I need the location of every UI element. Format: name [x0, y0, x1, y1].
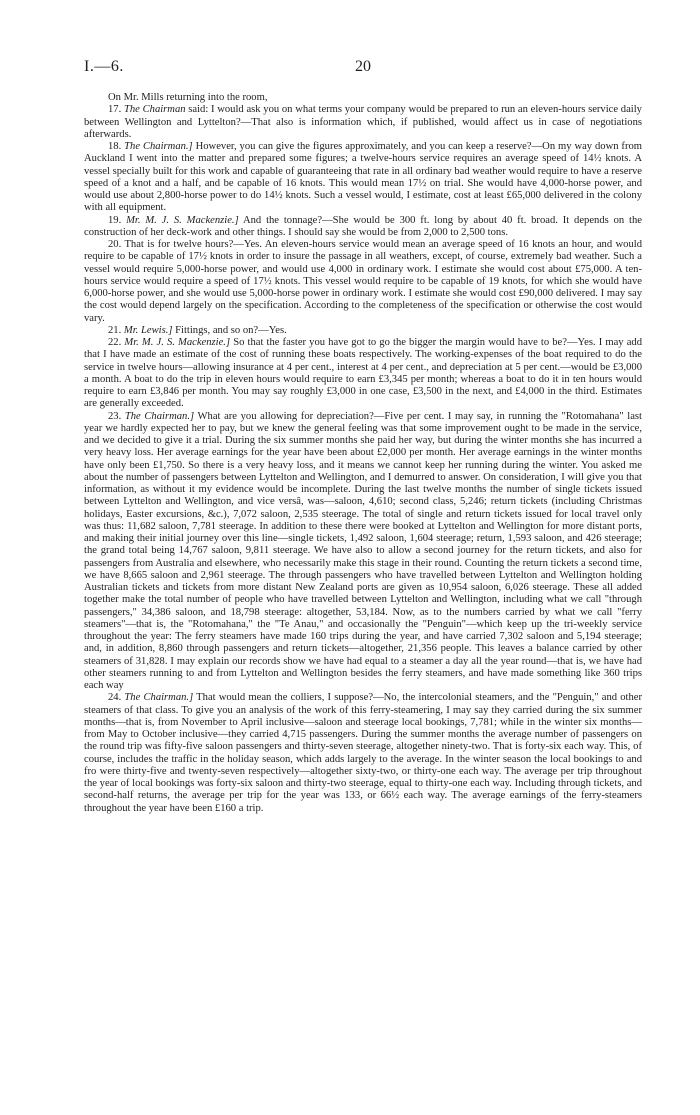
- speaker: Mr. M. J. S. Mackenzie.]: [126, 214, 239, 226]
- paragraph-text: However, you can give the figures approximately, and you can keep a reserve?—On my way down from Auckland I went into the matter and prepared some figures; a twelve-hours service requires an average speed of 14½ knots. A vessel specially built for this work and capable of guaranteeing that rate in all ordinary bad weather would require to have a reserve speed of a knot and a half, and be capable of 16 knots. This would mean 17½ on trial. She would have 4,000-horse power, and would use about 2,800-horse power to do 14½ knots. Such a vessel would, I estimate, cost at least £65,000 delivered in the colony with all equipment.: [84, 141, 643, 214]
- speaker: Mr. Lewis.]: [123, 324, 173, 336]
- paragraph: [84, 239, 642, 325]
- speaker: The Chairman.]: [124, 410, 195, 422]
- question-number: 19.: [108, 214, 122, 226]
- question-number: 21.: [108, 324, 122, 336]
- paragraph-text: That would mean the colliers, I suppose?—No, the intercolonial steamers, and the "Penguin," and other steamers of that class. To give you an analysis of the work of this ferry-steamering, I may say they carried during the six summer months—that is, from November to April inclusive—saloon and steerage local bookings, 7,781; while in the winter six months—from May to October inclusive—they carried 4,715 passengers. During the summer months the average number of passengers on the round trip was fifty-five saloon passengers and thirty-seven steerage, altogether ninety-two. That is forty-six each way. This, of course, includes the traffic in the holiday season, which adds largely to the average. In the winter season the local bookings to and fro were thirty-five and twenty-seven respectively—altogether sixty-two, or thirty-one each way. The average per trip throughout the year of local bookings was forty-six saloon and thirty-two steerage, equal to thirty-one each way. Including through tickets, and second-half returns, the average per trip for the year was 133, or 66½ each way. The average earnings of the ferry-steamers throughout the year have been £160 a trip.: [84, 692, 642, 814]
- speaker: The Chairman.]: [124, 141, 193, 152]
- paragraph-text: said: I would ask you on what terms your company would be prepared to run an eleven-hours service daily between Wellington and Lyttelton?—That also is information which, if published, would affect us in case of negotiations afterwards.: [84, 104, 642, 140]
- paragraph: [84, 692, 642, 815]
- question-number: 23.: [108, 410, 122, 422]
- paragraph-text: That is for twelve hours?—Yes. An eleven-hours service would mean an average speed of 16 knots an hour, and would require to be capable of 17½ knots in order to insure the passage in all weathers, except, of course, extremely bad weather. Such a vessel would require 5,000-horse power, and would use 4,000 in ordinary work. I estimate she would cost about £75,000. A ten-hours service would require a speed of 17½ knots. This vessel would require to be capable of 19 knots, for which she would have 6,000-horse power, and she would use 5,000-horse power in ordinary work. I estimate she would cost £90,000 delivered. I may say the cost would depend largely on the specification. According to the completeness of the specification or otherwise the cost would vary.: [84, 239, 642, 324]
- question-number: 17.: [108, 104, 122, 116]
- paragraph: [84, 215, 642, 240]
- paragraph: [84, 325, 642, 337]
- paragraph: [84, 104, 642, 141]
- document-reference: I.—6.: [84, 58, 124, 75]
- page-header: [84, 58, 642, 78]
- paragraph-text: What are you allowing for depreciation?—Five per cent. I may say, in running the "Rotomahana" last year we hardly expected her to pay, but we knew the general feeling was that some improvement ought to be made in the service, and we decided to give it a trial. During the six summer months she paid her way, but during the winter months she has incurred a very heavy loss. Her average earnings for the year have been about £2,000 per month. Her average earnings in the winter months have only been £1,750. So there is a very heavy loss, and it means we cannot keep her running during the winter. You asked me about the number of passengers between Lyttelton and Wellington, and I demurred to answer. On consideration, I will give you that information, as without it my evidence would be incomplete. During the last twelve months the number of single tickets issued between Lyttelton and Wellington, and vice versâ, was—saloon, 4,610; second class, 5,246; return tickets (including Christmas holidays, Easter excursions, &c.), 7,072 saloon, 2,535 steerage. The total of single and return tickets issued for local travel only was thus: 11,682 saloon, 7,781 steerage. In addition to these there were booked at Lyttelton and Wellington for more distant ports, and making their initial journey over this line—single tickets, 1,492 saloon, 1,604 steerage; return, 1,593 saloon, and 426 steerage; the grand total being 14,767 saloon, 9,811 steerage. We have also to allow a second journey for the return tickets, and also for passengers from Australia and elsewhere, who necessarily make this stage in their round. Counting the return tickets a second time, we have 8,665 saloon and 2,961 steerage. The through passengers who have travelled between Lyttelton and Wellington holding Australian tickets and tickets from more distant New Zealand ports are given as 10,954 saloon, 6,026 steerage. These all added together make the total number of people who have travelled between Lyttelton and Wellington, including what we call "through passengers," 34,386 saloon, and 18,798 steerage: altogether, 53,184. Now, as to the numbers carried by what we call "ferry steamers"—that is, the "Rotomahana," the "Te Anau," and occasionally the "Penguin"—which keep up the tri-weekly service throughout the year: The ferry steamers have made 160 trips during the year, and have carried 7,302 saloon and 5,194 steerage; and, in addition, 8,860 through passengers and return tickets—altogether, 21,356 people. This leaves a balance carried by other steamers of 31,828. I may explain our records show we have had equal to a steamer a day all the year round—that is, we have had other steamers running to and from Lyttelton and Wellington besides the ferry steamers, and have made something like 360 trips each way: [84, 410, 643, 691]
- paragraph-text: On Mr. Mills returning into the room,: [108, 92, 268, 103]
- paragraph-text: So that the faster you have got to go the bigger the margin would have to be?—Yes. I may add that I have made an estimate of the cost of running these boats respectively. The working-expenses of the boat required to do the service in twelve hours—allowing insurance at 4 per cent., interest at 4 per cent., and depreciation at 5 per cent.—would be £3,000 a month. A boat to do the trip in eleven hours would require to earn £3,345 per month; whereas a boat to do it in ten hours would require to earn £3,846 per month. You may say roughly £3,000 in one case, £3,500 in the next, and £4,000 in the third. Estimates are generally exceeded.: [84, 337, 643, 410]
- question-number: 22.: [108, 337, 122, 348]
- page-number: 20: [355, 58, 371, 75]
- document-body: [84, 92, 642, 815]
- question-number: 20.: [108, 239, 122, 250]
- speaker: The Chairman: [123, 104, 186, 116]
- paragraph-text: And the tonnage?—She would be 300 ft. long by about 40 ft. broad. It depends on the construction of her deck-work and other things. I should say she would be from 2,000 to 2,500 tons.: [84, 214, 642, 238]
- question-number: 24.: [108, 692, 122, 704]
- paragraph: [84, 141, 642, 215]
- speaker: The Chairman.]: [124, 692, 194, 704]
- speaker: Mr. M. J. S. Mackenzie.]: [124, 337, 231, 348]
- question-number: 18.: [108, 141, 122, 152]
- paragraph: [84, 411, 642, 693]
- paragraph-text: Fittings, and so on?—Yes.: [175, 324, 287, 336]
- paragraph: [84, 337, 642, 411]
- paragraph: [84, 92, 642, 104]
